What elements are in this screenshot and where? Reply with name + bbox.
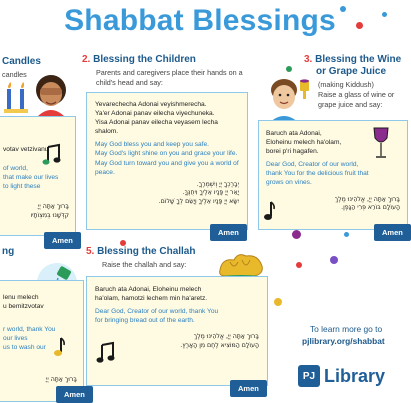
challah-number: 5. [86,246,95,257]
challah-hebrew: בָּרוּךְ אַתָּה יְיָ, אֱלֹהֵינוּ מֶלֶךְ הָעוֹלָם הַמּוֹצִיא לֶחֶם מִן הָאָרֶץ. [180,333,259,350]
handwashing-card [0,280,84,402]
children-amen-button[interactable]: Amen [210,224,247,241]
music-note-icon [52,336,66,363]
children-number: 2. [82,54,91,65]
candles-english: of world, that make our lives to light these [3,165,59,191]
handwashing-section-title: ng [2,246,15,257]
challah-card [86,276,268,386]
children-title: Blessing the Children [93,54,196,65]
confetti-dot [356,22,363,29]
challah-section-title [86,246,195,257]
pjlibrary-link[interactable]: pjlibrary.org/shabbat [302,336,385,346]
handwashing-transliteration: lenu melech u bemitzvotav [3,294,44,311]
children-card [86,92,248,230]
challah-transliteration: Baruch ata Adonai, Eloheinu melech ha'olam, hamotzi lechem min ha'aretz. [95,286,208,303]
confetti-dot [292,230,301,239]
children-section-title [82,54,196,65]
wine-instructions: Raise a glass of wine or grape juice and say: [318,90,395,109]
wine-title-line2: or Grape Juice [316,66,387,77]
learn-more-text: To learn more go to [310,324,383,334]
children-transliteration: Yevarechecha Adonai veyishmerecha. Ya'er Adonai panav eilecha viyechuneka. Yisa Adonai panav eilecha veyasem lecha shalom. [95,101,218,136]
handwashing-amen-button[interactable]: Amen [56,386,93,403]
pj-library-logo [298,365,385,387]
confetti-dot [382,12,387,17]
children-english: May God bless you and keep you safe. May God's light shine on you and grace your life. May God turn toward you and give you a world of peace. [95,141,239,176]
music-note-icon [262,200,276,227]
confetti-dot [344,232,349,237]
confetti-dot [340,6,346,12]
wine-hebrew: בָּרוּךְ אַתָּה יְיָ, אֱלֹהֵינוּ מֶלֶךְ הָעוֹלָם בּוֹרֵא פְּרִי הַגָּפֶן. [334,195,400,212]
candles-title: Candles [2,56,41,67]
music-note-icon [96,342,116,369]
candles-card [0,116,76,236]
candles-instructions: candles [2,70,27,79]
candles-hebrew: בָּרוּךְ אַתָּה יְיָ קִדְּשָׁנוּ בְּמִצְוֹתָיו [30,203,69,220]
wine-transliteration: Baruch ata Adonai, Eloheinu melech ha'olam, borei p'ri hagafen. [266,130,342,156]
wine-english: Dear God, Creator of our world, thank You for the delicious fruit that grows on vines. [266,161,369,187]
confetti-dot [296,262,302,268]
library-logo-text: Library [324,365,386,386]
challah-instructions: Raise the challah and say: [102,260,187,269]
challah-title: Blessing the Challah [97,246,196,257]
boy-with-cup-illustration [260,70,316,124]
candles-amen-button[interactable]: Amen [44,232,81,249]
candles-illustration [2,80,30,116]
wine-glass-icon [372,126,390,167]
handwashing-english: r world, thank You our lives us to wash our [3,326,56,352]
wine-section-title [304,54,401,65]
confetti-dot [274,298,282,306]
girl-covering-eyes-illustration [30,72,72,118]
wine-subtitle: (making Kiddush) [318,80,374,89]
children-instructions: Parents and caregivers place their hands on a child's head and say: [96,68,243,87]
challah-english: Dear God, Creator of our world, thank You for bringing bread out of the earth. [95,308,219,325]
candles-section-title [2,56,41,67]
page-title: Shabbat Blessings [64,4,336,37]
wine-number: 3. [304,54,313,65]
pj-logo-mark: PJ [298,365,320,387]
challah-amen-button[interactable]: Amen [230,380,267,397]
children-hebrew: יְבָרֶכְךָ יְיָ וְיִשְׁמְרֶךָ. יָאֵר יְיָ פָּנָיו אֵלֶיךָ וִיחֻנֶּךָּ. יִשָּׂא יְיָ פָּנָיו אֵלֶיךָ וְיָשֵׂם לְךָ שָׁלוֹם. [158,180,239,206]
wine-title: Blessing the Wine [315,54,402,65]
candles-transliteration: votav vetzivanu [3,146,49,153]
wine-amen-button[interactable]: Amen [374,224,411,241]
handwashing-hebrew: בָּרוּךְ אַתָּה יְיָ [45,376,77,384]
confetti-dot [330,256,338,264]
music-note-icon [42,144,62,171]
